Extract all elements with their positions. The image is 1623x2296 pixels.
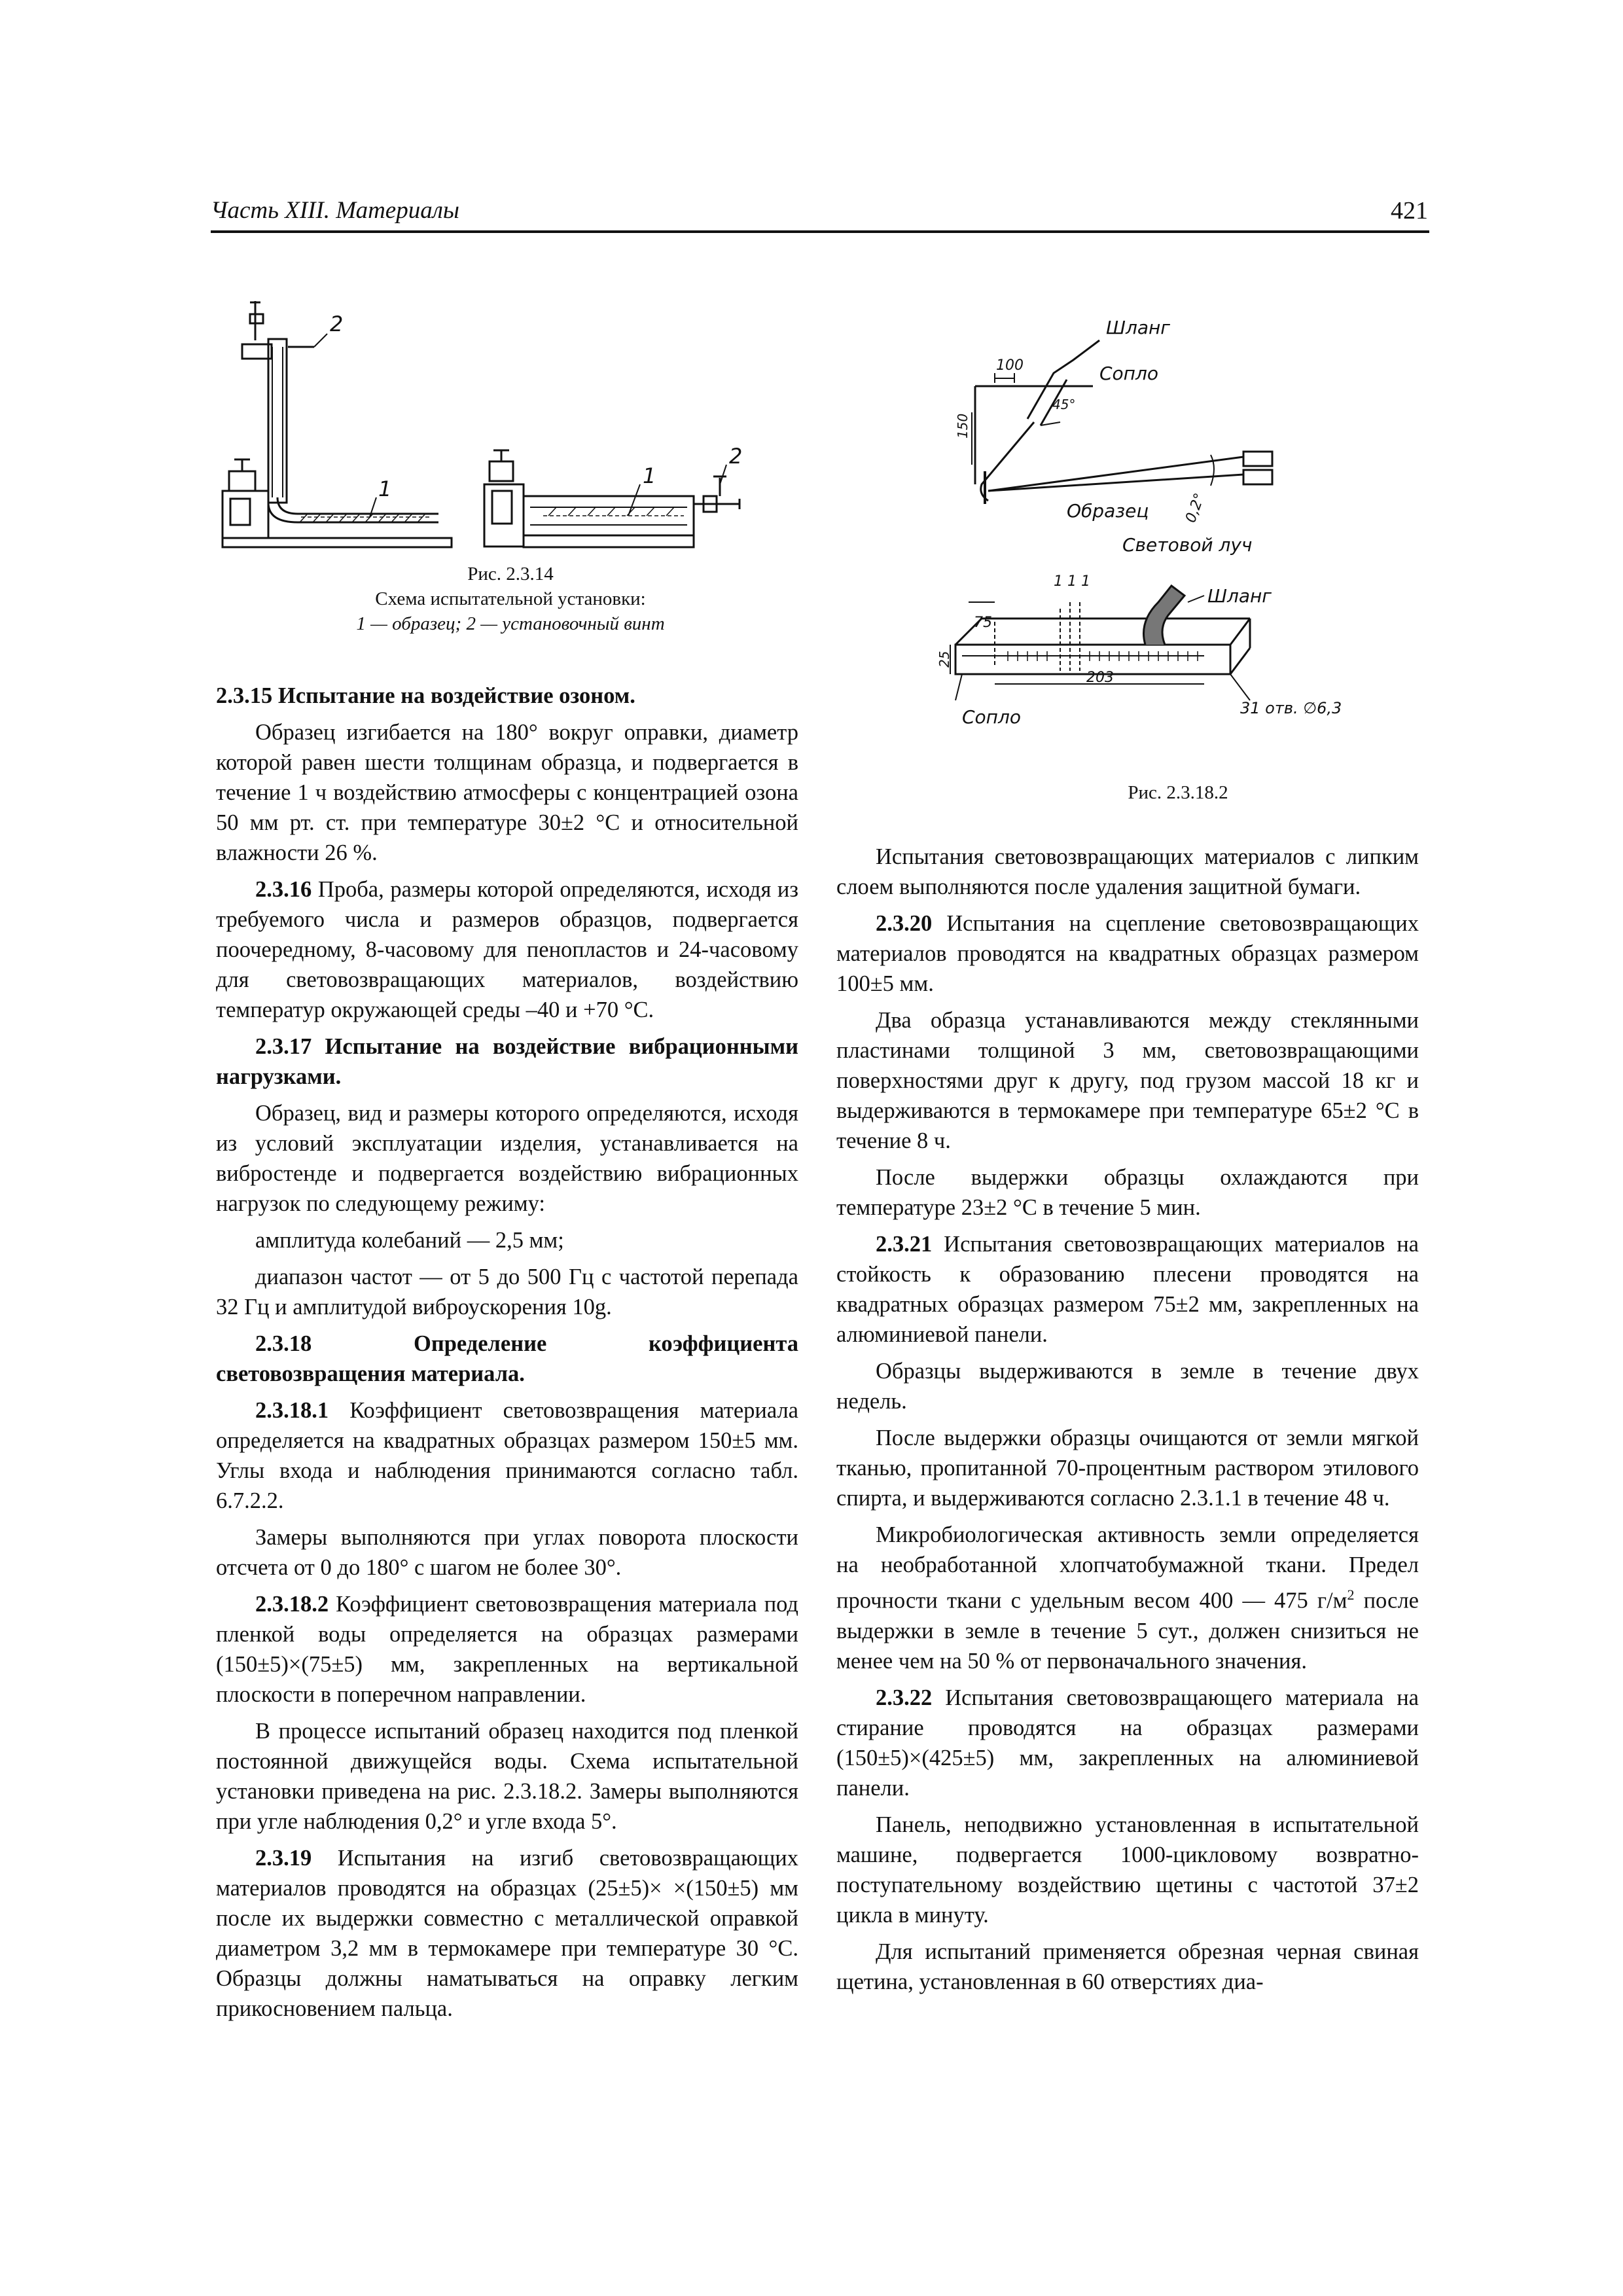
section-2-3-17-body: Образец, вид и размеры которого определяются, исходя из условий эксплуатации изделия, устанавливается на вибростенде и подвергается воздействию вибрационных нагрузок по следующему режиму:	[216, 1101, 798, 1216]
section-2-3-18-title: Определение коэффициента световозвращения материала.	[216, 1331, 798, 1386]
section-2-3-18-1-body2: Замеры выполняются при углах поворота плоскости отсчета от 0 до 180° с шагом не более 30°.	[216, 1525, 798, 1580]
figure-2-3-14	[216, 288, 805, 556]
section-2-3-18-1-number: 2.3.18.1	[255, 1398, 329, 1423]
section-2-3-18-1-body: Коэффициент световозвращения материала определяется на квадратных образцах размером 150±5 мм. Углы входа и наблюдения принимаются согласно табл. 6.7.2.2.	[216, 1398, 798, 1513]
section-2-3-22-body2: Панель, неподвижно установленная в испытательной машине, подвергается 1000-цикловому возвратно-поступательному воздействию щетины с частотой 37±2 цикла в минуту.	[836, 1812, 1419, 1928]
fig2-dim-75: 75	[974, 615, 992, 631]
figure-2-3-18-2-drawing	[936, 314, 1414, 772]
figure-2-3-18-2	[936, 314, 1414, 772]
fig2-dim-203: 203	[1086, 670, 1114, 686]
fig2-label-holes: 31 отв. ∅6,3	[1240, 699, 1342, 717]
caption-legend: 1 — образец; 2 — установочный винт	[356, 613, 665, 634]
page-number: 421	[1391, 197, 1428, 224]
caption-title: Схема испытательной установки:	[375, 588, 646, 609]
section-2-3-15-title: Испытание на воздействие озоном.	[272, 683, 635, 708]
section-2-3-17-heading	[216, 1031, 798, 1092]
fig2-label-sample: Образец	[1067, 500, 1149, 522]
section-2-3-22	[836, 1683, 1419, 1803]
section-2-3-21-body2: Образцы выдерживаются в земле в течение двух недель.	[836, 1359, 1419, 1414]
fig1-label-1: 1	[378, 476, 392, 501]
section-2-3-15-number: 2.3.15	[216, 683, 273, 708]
paragraph-adhesive-layer: Испытания световозвращающих материалов с липким слоем выполняются после удаления защитной бумаги.	[836, 844, 1419, 899]
section-2-3-22-number: 2.3.22	[876, 1685, 933, 1710]
figure-2-3-14-drawing	[216, 288, 805, 556]
section-2-3-17-amplitude: амплитуда колебаний — 2,5 мм;	[255, 1228, 564, 1253]
running-header-section: Часть XIII. Материалы	[211, 197, 459, 224]
header-rule	[211, 230, 1429, 233]
fig2-dim-100: 100	[996, 357, 1024, 374]
section-2-3-18-2-body: Коэффициент световозвращения материала под пленкой воды определяется на образцах размерами (150±5)×(75±5) мм, закрепленных на вертикальной плоскости в поперечном направлении.	[216, 1592, 798, 1707]
section-2-3-21-number: 2.3.21	[876, 1232, 933, 1257]
fig2-dim-150: 150	[955, 413, 971, 439]
figure-2-3-18-2-caption	[942, 780, 1414, 805]
section-2-3-21	[836, 1229, 1419, 1350]
section-2-3-18-1	[216, 1395, 798, 1516]
section-2-3-16	[216, 874, 798, 1025]
fig2-angle-02: 0,2°	[1183, 491, 1209, 526]
section-2-3-16-number: 2.3.16	[255, 877, 312, 902]
section-2-3-19-body: Испытания на изгиб световозвращающих материалов проводятся на образцах (25±5)× ×(150±5) мм после их выдержки совместно с металлической оправкой диаметром 3,2 мм в термокамере при температуре 30 °С. Образцы должны наматываться на оправку легким прикосновением пальца.	[216, 1846, 798, 2021]
section-2-3-17-number: 2.3.17	[255, 1034, 312, 1059]
section-2-3-21-body4-sup: 2	[1347, 1587, 1355, 1603]
section-2-3-17-range: диапазон частот — от 5 до 500 Гц с частотой перепада 32 Гц и амплитудой виброускорения 10g.	[216, 1265, 798, 1319]
fig2-dim-25: 25	[936, 651, 952, 668]
fig1-label-2: 2	[330, 312, 344, 336]
section-2-3-15-heading	[216, 681, 798, 711]
section-2-3-20	[836, 908, 1419, 999]
fig2-label-light-beam: Световой луч	[1122, 534, 1253, 556]
section-2-3-19	[216, 1843, 798, 2024]
section-2-3-20-body: Испытания на сцепление световозвращающих материалов проводятся на квадратных образцах размером 100±5 мм.	[836, 911, 1419, 996]
fig2-label-hose-top: Шланг	[1106, 317, 1171, 338]
section-2-3-20-number: 2.3.20	[876, 911, 933, 936]
section-2-3-16-body: Проба, размеры которой определяются, исходя из требуемого числа и размеров образцов, подвергается поочередному, 8-часовому для пенопластов и 24-часовому для световозвращающих материалов, воздействию температур окружающей среды –40 и +70 °С.	[216, 877, 798, 1022]
section-2-3-18-number: 2.3.18	[255, 1331, 312, 1356]
fig2-label-nozzle-bottom: Сопло	[962, 706, 1022, 728]
section-2-3-18-2-number: 2.3.18.2	[255, 1592, 329, 1617]
left-column	[216, 681, 798, 2030]
fig2-ticks: 1 1 1	[1054, 573, 1090, 590]
section-2-3-20-body2: Два образца устанавливаются между стеклянными пластинами толщиной 3 мм, световозвращающими поверхностями друг к другу, под грузом массой 18 кг и выдерживаются в термокамере при температуре 65±2 °С в течение 8 ч.	[836, 1008, 1419, 1153]
right-column	[836, 842, 1419, 2003]
section-2-3-20-body3: После выдержки образцы охлаждаются при температуре 23±2 °С в течение 5 мин.	[836, 1165, 1419, 1220]
section-2-3-22-body: Испытания световозвращающего материала на стирание проводятся на образцах размерами (150±5)×(425±5) мм, закрепленных на алюминиевой панели.	[836, 1685, 1419, 1801]
section-2-3-21-body4	[836, 1520, 1419, 1676]
fig1-label-1b: 1	[643, 463, 656, 488]
section-2-3-18-2-body2: В процессе испытаний образец находится под пленкой постоянной движущейся воды. Схема испытательной установки приведена на рис. 2.3.18.2. Замеры выполняются при угле наблюдения 0,2° и угле входа 5°.	[216, 1719, 798, 1834]
fig2-label-nozzle-top: Сопло	[1099, 363, 1159, 384]
section-2-3-21-body3: После выдержки образцы очищаются от земли мягкой тканью, пропитанной 70-процентным раствором этилового спирта, и выдерживаются согласно 2.3.1.1 в течение 48 ч.	[836, 1426, 1419, 1511]
figure-2-3-14-caption	[216, 562, 805, 636]
caption-number-2: Рис. 2.3.18.2	[1128, 782, 1228, 803]
section-2-3-18-2	[216, 1589, 798, 1710]
section-2-3-21-body4b: после выдержки в земле в течение 5 сут., должен снизиться не менее чем на 50 % от первоначального значения.	[836, 1588, 1419, 1674]
section-2-3-17-title: Испытание на воздействие вибрационными нагрузками.	[216, 1034, 798, 1089]
section-2-3-18-heading	[216, 1329, 798, 1389]
section-2-3-15-body: Образец изгибается на 180° вокруг оправки, диаметр которой равен шести толщинам образца, и подвергается в течение 1 ч воздействию атмосферы с концентрацией озона 50 мм рт. ст. при температуре 30±2 °С и относительной влажности 26 %.	[216, 720, 798, 865]
section-2-3-21-body4a: Микробиологическая активность земли определяется на необработанной хлопчатобумажной ткани. Предел прочности ткани с удельным весом 400 — 475 г/м	[836, 1522, 1419, 1613]
fig2-angle-45: 45°	[1052, 397, 1076, 412]
section-2-3-21-body: Испытания световозвращающих материалов на стойкость к образованию плесени проводятся на квадратных образцах размером 75±2 мм, закрепленных на алюминиевой панели.	[836, 1232, 1419, 1347]
caption-number: Рис. 2.3.14	[467, 564, 554, 584]
section-2-3-22-body3: Для испытаний применяется обрезная черная свиная щетина, установленная в 60 отверстиях диа-	[836, 1939, 1419, 1994]
fig2-label-hose-bottom: Шланг	[1207, 585, 1272, 607]
section-2-3-19-number: 2.3.19	[255, 1846, 312, 1871]
fig1-label-2b: 2	[729, 444, 743, 469]
